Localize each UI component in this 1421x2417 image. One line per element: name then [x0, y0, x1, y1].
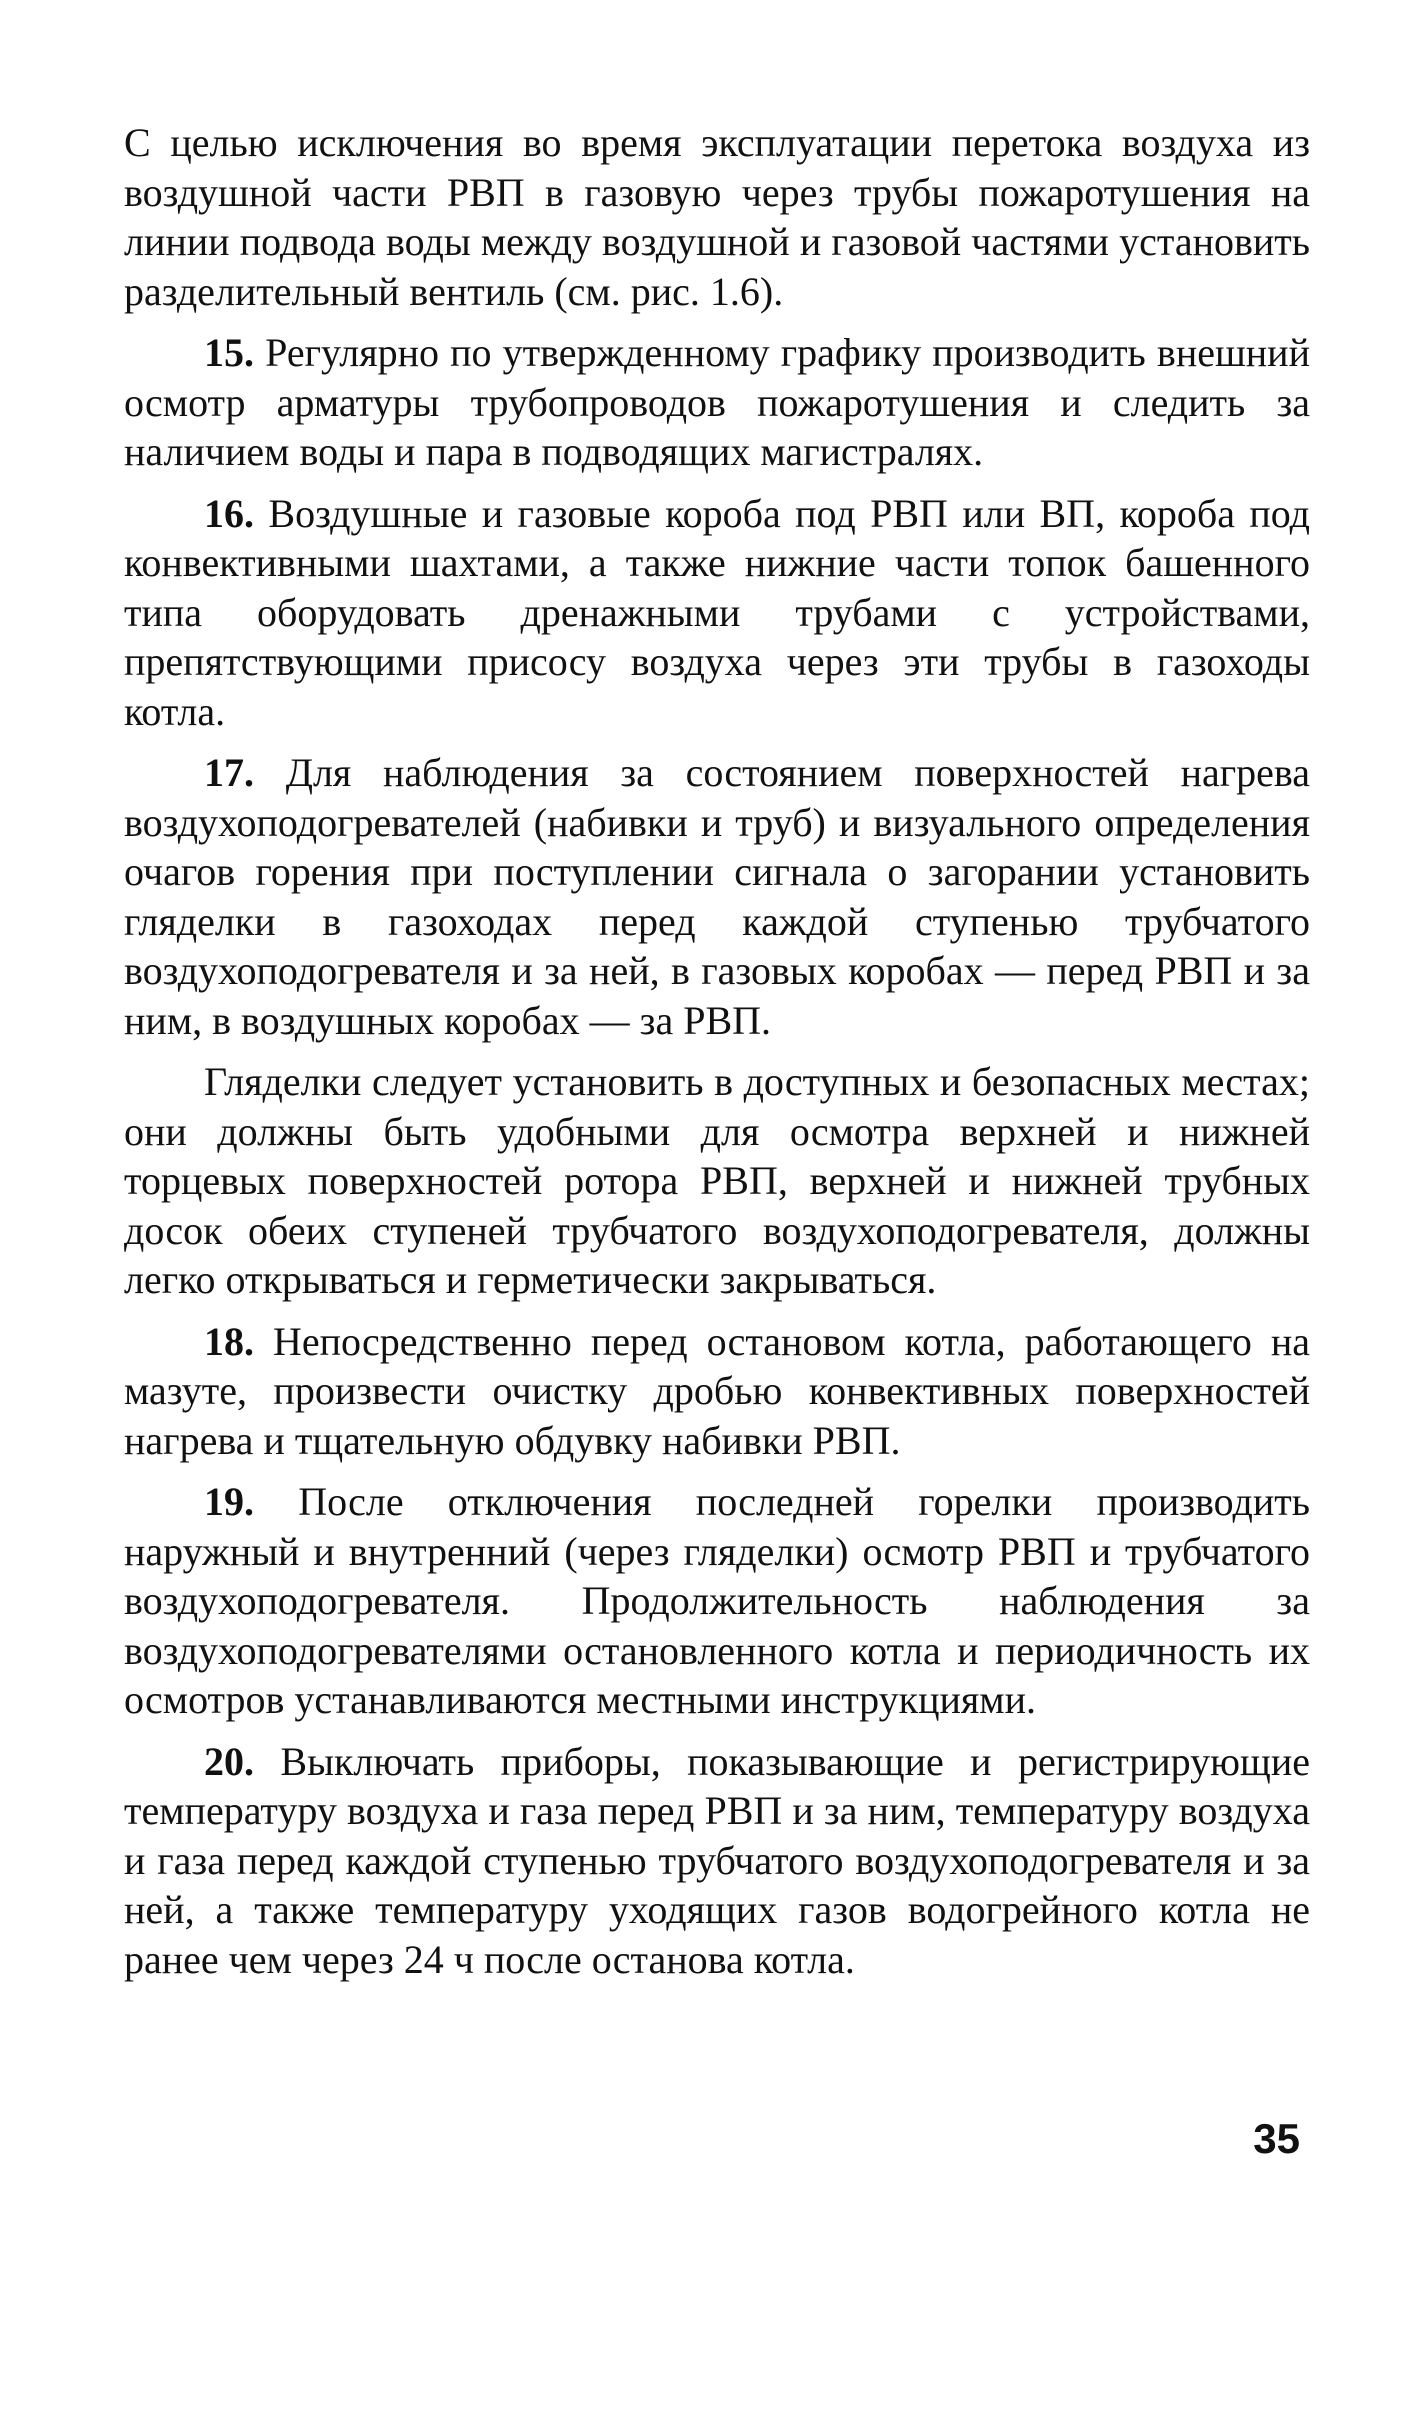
- paragraph-19: [124, 1477, 1310, 1725]
- paragraph-text: Гляделки следует установить в доступных и безопасных местах; они должны быть удобными для осмотра верхней и нижней торцевых поверхностей ротора РВП, верхней и нижней трубных досок обеих ступеней трубчатого воздухоподогревателя, должны легко открываться и герметически закрываться.: [124, 1059, 1310, 1302]
- item-number: 15.: [204, 330, 254, 375]
- item-number: 19.: [204, 1479, 254, 1524]
- item-number: 18.: [204, 1318, 254, 1364]
- paragraph-inspection-ports: [124, 1057, 1310, 1305]
- paragraph-18: [124, 1317, 1310, 1466]
- paragraph-separation-valve: [124, 118, 1310, 316]
- paragraph-text: С целью исключения во время эксплуатации перетока воздуха из воздушной части РВП в газовую через трубы пожаротушения на линии подвода воды между воздушной и газовой частями установить разделительный вентиль (см. рис. 1.6).: [124, 120, 1310, 314]
- paragraph-15: [124, 328, 1310, 477]
- paragraph-text: Для наблюдения за состоянием поверхностей нагрева воздухоподогревателей (набивки и труб) и визуального определения очагов горения при поступлении сигнала о загорании установить гляделки в газоходах перед каждой ступенью трубчатого воздухоподогревателя и за ней, в газовых коробах — перед РВП и за ним, в воздушных коробах — за РВП.: [124, 750, 1310, 1043]
- paragraph-17: [124, 748, 1310, 1045]
- paragraph-20: [124, 1737, 1310, 1985]
- paragraph-text: Непосредственно перед остановом котла, работающего на мазуте, произвести очистку дробью конвективных поверхностей нагрева и тщательную обдувку набивки РВП.: [124, 1318, 1310, 1463]
- item-number: 16.: [204, 490, 254, 536]
- paragraph-text: Регулярно по утвержденному графику производить внешний осмотр арматуры трубопроводов пожаротушения и следить за наличием воды и пара в подводящих магистралях.: [124, 330, 1310, 474]
- paragraph-text: После отключения последней горелки производить наружный и внутренний (через гляделки) осмотр РВП и трубчатого воздухоподогревателя. Продолжительность наблюдения за воздухоподогревателями остановленного котла и периодичность их осмотров устанавливаются местными инструкциями.: [124, 1479, 1310, 1722]
- paragraph-text: Выключать приборы, показывающие и регистрирующие температуру воздуха и газа перед РВП и за ним, температуру воздуха и газа перед каждой ступенью трубчатого воздухоподогревателя и за ней, а также температуру уходящих газов водогрейного котла не ранее чем через 24 ч после останова котла.: [124, 1738, 1310, 1982]
- page-number: 35: [1253, 2115, 1300, 2162]
- document-page: [124, 118, 1310, 1996]
- paragraph-16: [124, 489, 1310, 737]
- item-number: 20.: [204, 1738, 254, 1784]
- paragraph-text: Воздушные и газовые короба под РВП или ВП, короба под конвективными шахтами, а также нижние части топок башенного типа оборудовать дренажными трубами с устройствами, препятствующими присосу воздуха через эти трубы в газоходы котла.: [124, 490, 1310, 734]
- item-number: 17.: [204, 750, 254, 795]
